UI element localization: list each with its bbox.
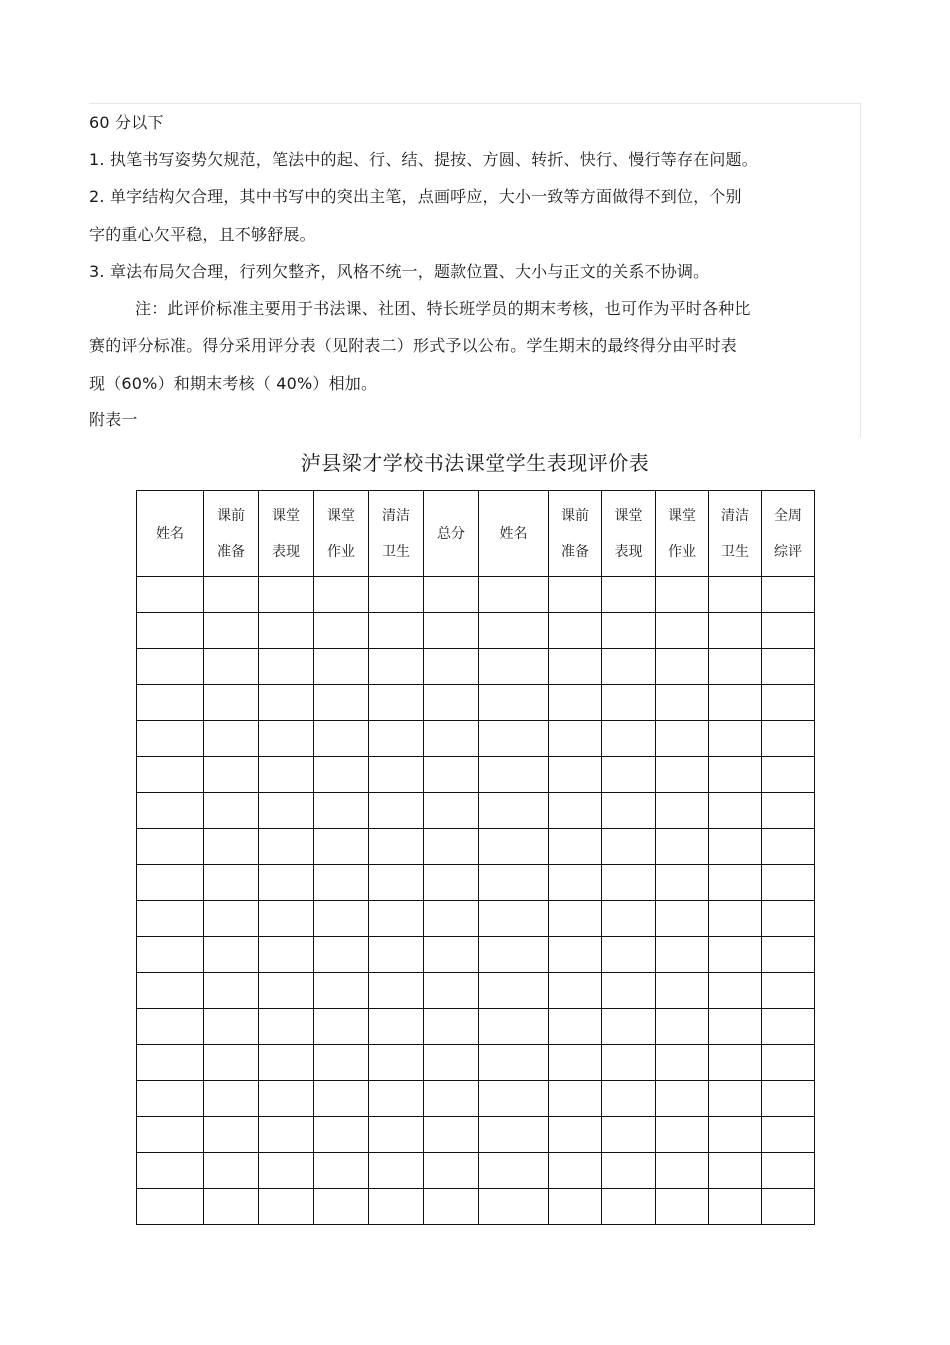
table-cell: [549, 937, 602, 973]
table-cell: [314, 1081, 369, 1117]
table-cell: [656, 685, 709, 721]
column-header: [137, 491, 204, 577]
criterion-2: 2. 单字结构欠合理，其中书写中的突出主笔，点画呼应，大小一致等方面做得不到位，个别: [89, 187, 742, 206]
table-cell: [479, 937, 549, 973]
table-cell: [369, 685, 424, 721]
table-cell: [259, 685, 314, 721]
table-cell: [424, 793, 479, 829]
table-row: [137, 937, 815, 973]
column-header-text: 卫生: [382, 543, 410, 560]
column-header-text: 课前: [217, 507, 245, 524]
column-header-text: 准备: [561, 543, 589, 560]
table-cell: [204, 721, 259, 757]
table-cell: [314, 1189, 369, 1225]
table-cell: [369, 937, 424, 973]
table-cell: [137, 1153, 204, 1189]
table-cell: [762, 865, 815, 901]
table-row: [137, 577, 815, 613]
table-cell: [204, 613, 259, 649]
table-cell: [137, 937, 204, 973]
table-cell: [137, 1009, 204, 1045]
table-cell: [424, 721, 479, 757]
column-header: [602, 491, 656, 577]
table-cell: [369, 973, 424, 1009]
table-cell: [369, 1081, 424, 1117]
table-cell: [709, 1117, 762, 1153]
table-cell: [479, 1117, 549, 1153]
table-cell: [137, 1045, 204, 1081]
table-cell: [259, 829, 314, 865]
table-cell: [762, 685, 815, 721]
table-cell: [424, 1117, 479, 1153]
table-cell: [549, 613, 602, 649]
table-cell: [369, 1009, 424, 1045]
table-cell: [549, 1117, 602, 1153]
table-cell: [479, 1153, 549, 1189]
table-cell: [762, 721, 815, 757]
table-cell: [602, 1189, 656, 1225]
table-cell: [424, 901, 479, 937]
table-cell: [369, 649, 424, 685]
table-cell: [204, 829, 259, 865]
table-row: [137, 973, 815, 1009]
table-cell: [602, 973, 656, 1009]
column-header-text: 课前: [561, 507, 589, 524]
table-cell: [709, 793, 762, 829]
table-cell: [204, 1009, 259, 1045]
table-cell: [204, 685, 259, 721]
table-cell: [709, 1189, 762, 1225]
table-cell: [602, 685, 656, 721]
evaluation-table: [136, 490, 815, 1225]
table-cell: [314, 1117, 369, 1153]
table-cell: [259, 1153, 314, 1189]
table-cell: [602, 721, 656, 757]
table-cell: [137, 685, 204, 721]
column-header-text: 总分: [437, 525, 465, 542]
table-cell: [314, 901, 369, 937]
table-cell: [259, 721, 314, 757]
table-cell: [549, 1081, 602, 1117]
table-row: [137, 901, 815, 937]
table-cell: [656, 937, 709, 973]
table-cell: [204, 757, 259, 793]
table-cell: [369, 865, 424, 901]
table-cell: [709, 721, 762, 757]
table-cell: [424, 1009, 479, 1045]
table-cell: [314, 685, 369, 721]
table-cell: [762, 613, 815, 649]
table-cell: [137, 1189, 204, 1225]
table-cell: [259, 1189, 314, 1225]
column-header: [549, 491, 602, 577]
column-header: [424, 491, 479, 577]
table-cell: [762, 1153, 815, 1189]
table-cell: [656, 1009, 709, 1045]
criterion-1: 1. 执笔书写姿势欠规范，笔法中的起、行、结、提按、方圆、转折、快行、慢行等存在问题。: [89, 150, 758, 169]
table-cell: [479, 577, 549, 613]
table-cell: [656, 1117, 709, 1153]
table-cell: [709, 829, 762, 865]
table-cell: [204, 973, 259, 1009]
table-cell: [602, 865, 656, 901]
table-cell: [762, 1189, 815, 1225]
table-cell: [549, 829, 602, 865]
table-cell: [314, 1045, 369, 1081]
table-cell: [709, 973, 762, 1009]
table-cell: [709, 937, 762, 973]
table-row: [137, 1009, 815, 1045]
table-row: [137, 757, 815, 793]
table-cell: [479, 1189, 549, 1225]
table-cell: [479, 829, 549, 865]
table-cell: [479, 721, 549, 757]
table-cell: [762, 973, 815, 1009]
table-cell: [314, 937, 369, 973]
column-header-text: 表现: [614, 543, 643, 560]
table-cell: [314, 757, 369, 793]
table-cell: [259, 1117, 314, 1153]
note-line-1: 注：此评价标准主要用于书法课、社团、特长班学员的期末考核，也可作为平时各种比: [135, 299, 751, 318]
table-cell: [259, 1081, 314, 1117]
table-cell: [709, 865, 762, 901]
table-cell: [549, 757, 602, 793]
table-cell: [204, 649, 259, 685]
table-cell: [424, 829, 479, 865]
table-cell: [762, 1045, 815, 1081]
table-cell: [709, 757, 762, 793]
column-header-text: 表现: [272, 543, 300, 560]
table-cell: [424, 1045, 479, 1081]
table-row: [137, 649, 815, 685]
table-cell: [602, 649, 656, 685]
table-cell: [602, 1081, 656, 1117]
table-cell: [204, 937, 259, 973]
table-cell: [424, 613, 479, 649]
table-cell: [656, 577, 709, 613]
table-cell: [369, 613, 424, 649]
table-cell: [549, 685, 602, 721]
table-cell: [656, 901, 709, 937]
table-cell: [549, 649, 602, 685]
table-cell: [204, 577, 259, 613]
table-cell: [369, 577, 424, 613]
table-title: 泸县梁才学校书法课堂学生表现评价表: [300, 451, 650, 475]
grade-heading: 60 分以下: [89, 113, 164, 132]
table-cell: [709, 1045, 762, 1081]
column-header: [314, 491, 369, 577]
table-cell: [314, 649, 369, 685]
table-cell: [549, 1045, 602, 1081]
column-header: [369, 491, 424, 577]
table-cell: [424, 649, 479, 685]
table-cell: [479, 1081, 549, 1117]
table-cell: [204, 1045, 259, 1081]
table-row: [137, 613, 815, 649]
table-cell: [549, 721, 602, 757]
column-header-text: 卫生: [721, 543, 749, 560]
criterion-2-continued: 字的重心欠平稳，且不够舒展。: [89, 225, 316, 244]
table-cell: [656, 829, 709, 865]
table-cell: [656, 1153, 709, 1189]
table-cell: [259, 865, 314, 901]
column-header: [762, 491, 815, 577]
table-cell: [602, 1117, 656, 1153]
table-cell: [137, 1081, 204, 1117]
column-header-text: 综评: [774, 543, 802, 560]
table-cell: [602, 1153, 656, 1189]
table-cell: [259, 757, 314, 793]
table-cell: [602, 1045, 656, 1081]
table-row: [137, 685, 815, 721]
table-cell: [762, 937, 815, 973]
table-cell: [602, 937, 656, 973]
table-cell: [762, 793, 815, 829]
table-cell: [137, 1117, 204, 1153]
table-row: [137, 865, 815, 901]
criterion-3: 3. 章法布局欠合理，行列欠整齐，风格不统一，题款位置、大小与正文的关系不协调。: [89, 262, 710, 281]
table-cell: [656, 613, 709, 649]
column-header-text: 清洁: [721, 507, 749, 524]
table-cell: [709, 1081, 762, 1117]
table-cell: [137, 649, 204, 685]
column-header-text: 全周: [774, 507, 802, 524]
table-cell: [762, 649, 815, 685]
table-cell: [762, 901, 815, 937]
table-cell: [259, 973, 314, 1009]
table-cell: [656, 973, 709, 1009]
table-cell: [424, 1153, 479, 1189]
table-cell: [479, 793, 549, 829]
table-cell: [424, 973, 479, 1009]
column-header-text: 课堂: [327, 507, 355, 524]
column-header-text: 课堂: [668, 507, 696, 524]
table-cell: [369, 1045, 424, 1081]
table-cell: [369, 793, 424, 829]
table-cell: [259, 613, 314, 649]
table-cell: [479, 901, 549, 937]
table-cell: [314, 1009, 369, 1045]
column-header-text: 姓名: [156, 525, 184, 542]
table-cell: [709, 649, 762, 685]
table-cell: [137, 613, 204, 649]
table-cell: [204, 1117, 259, 1153]
table-cell: [762, 1081, 815, 1117]
column-header-text: 作业: [327, 543, 355, 560]
table-cell: [137, 577, 204, 613]
table-cell: [709, 613, 762, 649]
table-cell: [709, 901, 762, 937]
table-cell: [314, 865, 369, 901]
table-cell: [602, 829, 656, 865]
table-cell: [602, 1009, 656, 1045]
table-cell: [656, 865, 709, 901]
table-cell: [314, 973, 369, 1009]
table-cell: [259, 649, 314, 685]
table-cell: [479, 973, 549, 1009]
table-cell: [204, 793, 259, 829]
table-cell: [314, 1153, 369, 1189]
table-cell: [549, 865, 602, 901]
table-cell: [137, 973, 204, 1009]
table-row: [137, 793, 815, 829]
table-body: [137, 577, 815, 1225]
note-line-2: 赛的评分标准。得分采用评分表（见附表二）形式予以公布。学生期末的最终得分由平时表: [89, 336, 738, 355]
table-cell: [137, 793, 204, 829]
table-cell: [549, 577, 602, 613]
table-cell: [762, 757, 815, 793]
column-header-text: 课堂: [614, 507, 643, 524]
table-cell: [479, 649, 549, 685]
table-cell: [602, 757, 656, 793]
table-cell: [314, 721, 369, 757]
table-cell: [549, 793, 602, 829]
table-cell: [656, 1189, 709, 1225]
table-cell: [424, 577, 479, 613]
table-cell: [762, 1117, 815, 1153]
table-row: [137, 1189, 815, 1225]
table-cell: [137, 721, 204, 757]
table-cell: [204, 865, 259, 901]
table-cell: [259, 1045, 314, 1081]
table-cell: [369, 1189, 424, 1225]
table-cell: [479, 1045, 549, 1081]
table-cell: [424, 865, 479, 901]
table-cell: [369, 1117, 424, 1153]
column-header-text: 课堂: [272, 507, 300, 524]
table-cell: [549, 1009, 602, 1045]
appendix-label: 附表一: [89, 410, 138, 429]
table-cell: [369, 901, 424, 937]
table-cell: [424, 685, 479, 721]
table-cell: [259, 937, 314, 973]
table-cell: [656, 1045, 709, 1081]
table-row: [137, 829, 815, 865]
table-header-row: [137, 491, 815, 577]
table-cell: [137, 757, 204, 793]
column-header-text: 准备: [217, 543, 245, 560]
table-cell: [424, 937, 479, 973]
column-header: [656, 491, 709, 577]
table-cell: [656, 1081, 709, 1117]
table-cell: [602, 613, 656, 649]
table-row: [137, 721, 815, 757]
table-cell: [314, 613, 369, 649]
table-cell: [369, 1153, 424, 1189]
table-cell: [479, 685, 549, 721]
table-cell: [656, 757, 709, 793]
table-cell: [709, 577, 762, 613]
table-cell: [314, 577, 369, 613]
column-header: [259, 491, 314, 577]
table-cell: [259, 1009, 314, 1045]
table-cell: [479, 613, 549, 649]
column-header: [204, 491, 259, 577]
table-cell: [602, 901, 656, 937]
table-row: [137, 1081, 815, 1117]
table-cell: [709, 1009, 762, 1045]
table-cell: [369, 757, 424, 793]
table-cell: [424, 757, 479, 793]
table-cell: [137, 901, 204, 937]
table-cell: [424, 1189, 479, 1225]
table-cell: [314, 829, 369, 865]
table-cell: [369, 721, 424, 757]
table-cell: [549, 973, 602, 1009]
table-cell: [369, 829, 424, 865]
column-header-text: 作业: [668, 543, 696, 560]
table-cell: [259, 901, 314, 937]
evaluation-criteria-text: [89, 103, 861, 438]
table-cell: [549, 1153, 602, 1189]
table-cell: [314, 793, 369, 829]
table-cell: [204, 1081, 259, 1117]
table-cell: [259, 577, 314, 613]
table-cell: [602, 577, 656, 613]
column-header: [479, 491, 549, 577]
table-cell: [424, 1081, 479, 1117]
table-cell: [204, 901, 259, 937]
table-row: [137, 1153, 815, 1189]
table-cell: [602, 793, 656, 829]
table-cell: [204, 1189, 259, 1225]
table-cell: [137, 865, 204, 901]
table-cell: [479, 757, 549, 793]
column-header: [709, 491, 762, 577]
table-cell: [479, 1009, 549, 1045]
table-cell: [709, 685, 762, 721]
table-cell: [762, 1009, 815, 1045]
table-cell: [479, 865, 549, 901]
table-cell: [549, 901, 602, 937]
note-line-3: 现（60%）和期末考核（ 40%）相加。: [89, 374, 378, 393]
table-row: [137, 1045, 815, 1081]
table-cell: [656, 793, 709, 829]
table-cell: [656, 649, 709, 685]
table-cell: [762, 577, 815, 613]
table-cell: [549, 1189, 602, 1225]
column-header-text: 清洁: [382, 507, 410, 524]
table-cell: [762, 829, 815, 865]
table-cell: [204, 1153, 259, 1189]
table-cell: [656, 721, 709, 757]
table-cell: [259, 793, 314, 829]
table-cell: [137, 829, 204, 865]
table-row: [137, 1117, 815, 1153]
table-cell: [709, 1153, 762, 1189]
column-header-text: 姓名: [499, 525, 528, 542]
